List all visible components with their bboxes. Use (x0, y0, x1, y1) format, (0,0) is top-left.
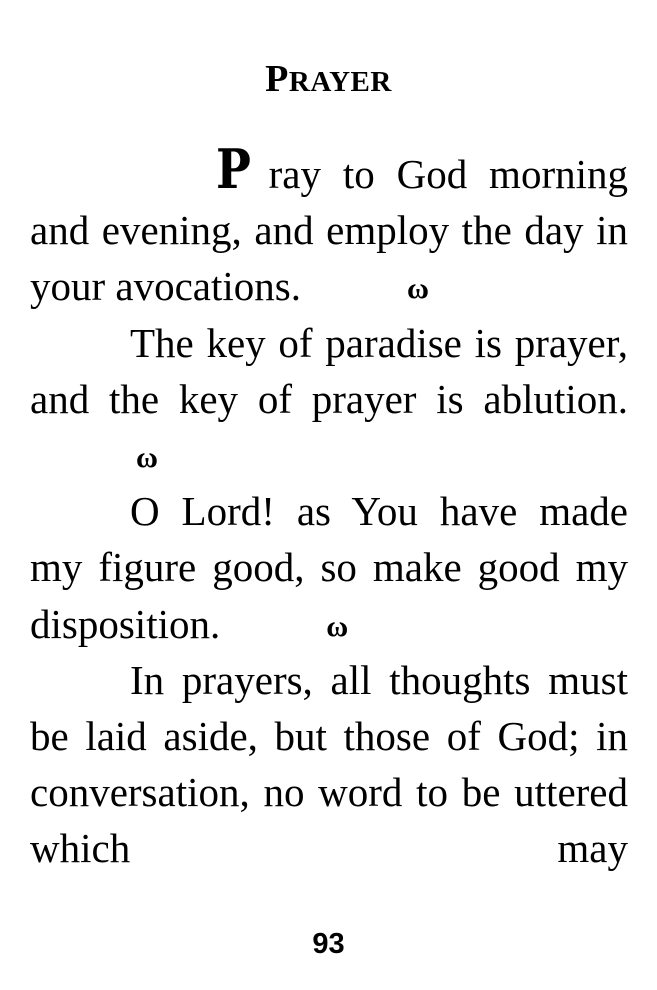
paragraph-4 (30, 652, 628, 877)
heading-rest: RAYER (288, 66, 392, 98)
paragraph-3-text: O Lord! as You have made my figure good, so make good my disposition. (30, 488, 628, 647)
paragraph-4-text: In prayers, all thoughts must be laid aside, but those of God; in conversation, no word to be uttered which may (30, 656, 628, 872)
paragraph-1: P ray to God morning and evening, and employ the day in your avocations. ω (30, 137, 628, 310)
paragraph-2-text: The key of paradise is prayer, and the key of prayer is ablution. (30, 319, 628, 422)
paragraph-3: O Lord! as You have made my figure good, so make good my disposition. ω (30, 488, 628, 647)
body-text (30, 137, 628, 877)
paragraph-2: The key of paradise is prayer, and the key of prayer is ablution.ω (30, 319, 628, 475)
page-number: 93 (312, 928, 345, 960)
paragraph-1-text: ray to God morning and evening, and employ the day in your avocations. (30, 151, 628, 310)
chapter-heading (0, 60, 657, 98)
heading-initial: P (265, 58, 289, 100)
